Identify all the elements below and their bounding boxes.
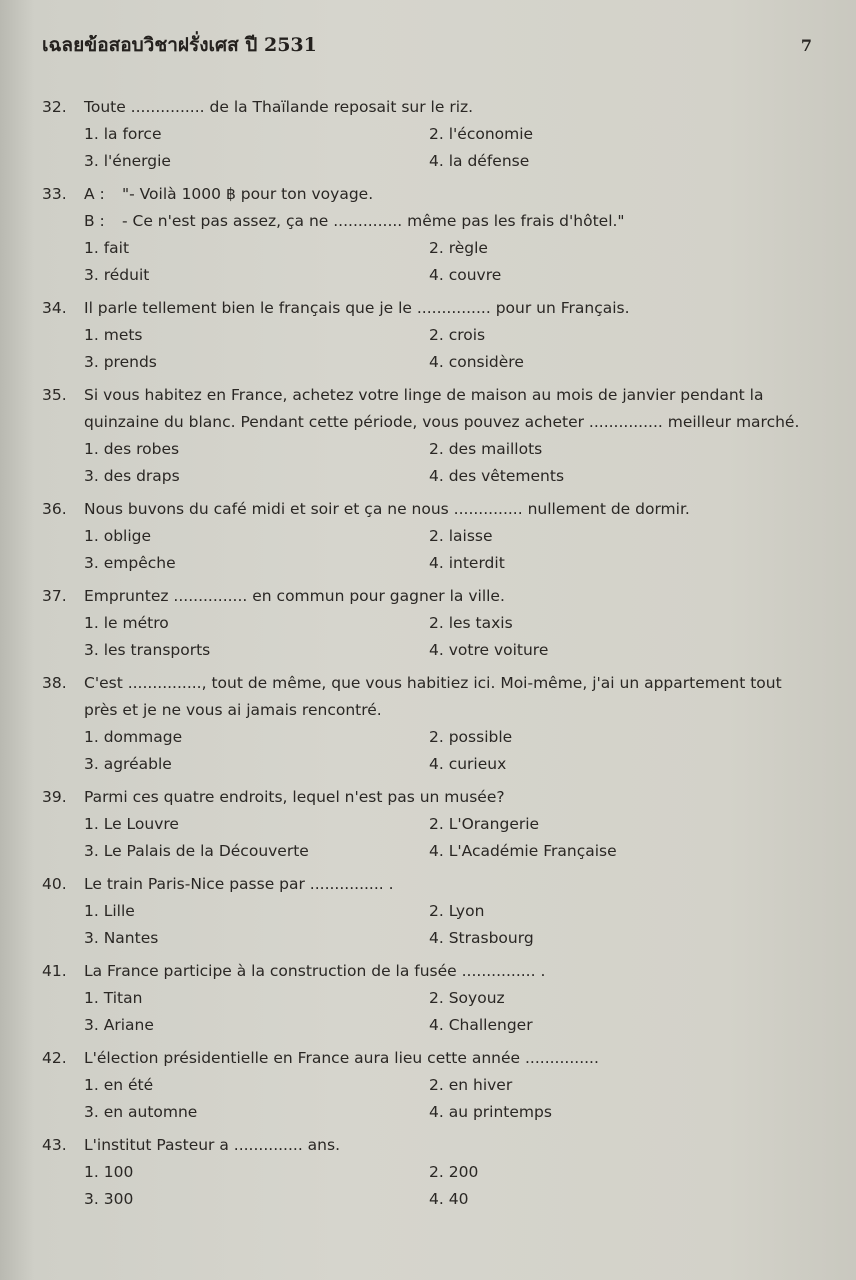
question-line [42, 958, 816, 985]
question-line [42, 208, 816, 235]
answer-option: 2. laisse [429, 527, 493, 545]
question-list [42, 94, 816, 1213]
question-text: Empruntez ............... en commun pour gagner la ville. [84, 587, 505, 605]
question-number: 41. [42, 962, 67, 980]
question-32 [42, 94, 816, 175]
answer-option: 1. en été [84, 1076, 154, 1094]
question-text: Parmi ces quatre endroits, lequel n'est pas un musée? [84, 788, 505, 806]
question-text: Nous buvons du café midi et soir et ça ne nous .............. nullement de dormir. [84, 500, 690, 518]
answer-option: 4. interdit [429, 554, 505, 572]
question-text: L'institut Pasteur a .............. ans. [84, 1136, 341, 1154]
answer-option: 4. Challenger [429, 1016, 533, 1034]
answer-option: 1. mets [84, 326, 143, 344]
question-line [42, 382, 816, 436]
answer-options [42, 1072, 816, 1126]
question-number: 32. [42, 98, 67, 116]
answer-option: 1. des robes [84, 440, 180, 458]
answer-option: 3. en automne [84, 1103, 198, 1121]
question-line [42, 784, 816, 811]
question-line [42, 181, 816, 208]
question-text: C'est ..............., tout de même, que vous habitiez ici. Moi-même, j'ai un appartement tout près et je ne vous ai jamais rencontré. [84, 674, 782, 719]
question-line [42, 1045, 816, 1072]
question-number: 35. [42, 386, 67, 404]
question-line [42, 496, 816, 523]
question-line [42, 871, 816, 898]
question-line [42, 94, 816, 121]
answer-options [42, 523, 816, 577]
answer-options [42, 610, 816, 664]
question-text: Toute ............... de la Thaïlande reposait sur le riz. [84, 98, 474, 116]
answer-option: 2. possible [429, 728, 513, 746]
answer-option: 4. au printemps [429, 1103, 552, 1121]
answer-option: 4. des vêtements [429, 467, 565, 485]
answer-option: 1. Lille [84, 902, 135, 920]
question-37 [42, 583, 816, 664]
question-35 [42, 382, 816, 490]
answer-option: 3. les transports [84, 641, 211, 659]
answer-options [42, 811, 816, 865]
question-number: 37. [42, 587, 67, 605]
question-text: Le train Paris-Nice passe par ............... . [84, 875, 394, 893]
answer-options [42, 898, 816, 952]
answer-option: 1. fait [84, 239, 130, 257]
question-text: L'élection présidentielle en France aura lieu cette année ............... [84, 1049, 599, 1067]
answer-options [42, 724, 816, 778]
question-line [42, 1132, 816, 1159]
answer-options [42, 322, 816, 376]
question-36 [42, 496, 816, 577]
answer-options [42, 235, 816, 289]
answer-options [42, 985, 816, 1039]
answer-option: 4. votre voiture [429, 641, 549, 659]
page-title: เฉลยข้อสอบวิชาฝรั่งเศส ปี 2531 [42, 34, 317, 56]
answer-option: 1. 100 [84, 1163, 134, 1181]
question-text: La France participe à la construction de la fusée ............... . [84, 962, 546, 980]
answer-option: 3. empêche [84, 554, 176, 572]
dialogue-speaker: B : [84, 212, 105, 230]
answer-option: 4. 40 [429, 1190, 469, 1208]
question-number: 36. [42, 500, 67, 518]
question-number: 42. [42, 1049, 67, 1067]
answer-option: 1. dommage [84, 728, 183, 746]
answer-option: 4. curieux [429, 755, 507, 773]
answer-option: 3. réduit [84, 266, 150, 284]
question-text: Si vous habitez en France, achetez votre linge de maison au mois de janvier pendant la quinzaine du blanc. Pendant cette période, vous pouvez acheter ............... meilleur marché. [84, 386, 800, 431]
question-43 [42, 1132, 816, 1213]
answer-options [42, 436, 816, 490]
answer-option: 1. Le Louvre [84, 815, 179, 833]
answer-option: 2. règle [429, 239, 488, 257]
question-line [42, 583, 816, 610]
question-number: 40. [42, 875, 67, 893]
answer-option: 1. oblige [84, 527, 152, 545]
question-number: 39. [42, 788, 67, 806]
question-line [42, 670, 816, 724]
answer-option: 3. Le Palais de la Découverte [84, 842, 309, 860]
question-line [42, 295, 816, 322]
answer-option: 2. L'Orangerie [429, 815, 540, 833]
question-text: Il parle tellement bien le français que je le ............... pour un Français. [84, 299, 630, 317]
answer-option: 3. 300 [84, 1190, 134, 1208]
answer-option: 4. Strasbourg [429, 929, 534, 947]
answer-option: 3. Nantes [84, 929, 159, 947]
answer-option: 3. prends [84, 353, 157, 371]
question-39 [42, 784, 816, 865]
answer-option: 3. Ariane [84, 1016, 154, 1034]
question-number: 33. [42, 185, 67, 203]
answer-option: 1. la force [84, 125, 162, 143]
page-number: 7 [800, 36, 812, 55]
answer-option: 2. les taxis [429, 614, 513, 632]
answer-options [42, 1159, 816, 1213]
answer-option: 4. la défense [429, 152, 530, 170]
answer-option: 3. des draps [84, 467, 180, 485]
answer-option: 1. le métro [84, 614, 169, 632]
question-33 [42, 181, 816, 289]
answer-option: 2. en hiver [429, 1076, 513, 1094]
answer-option: 2. Soyouz [429, 989, 505, 1007]
answer-option: 4. considère [429, 353, 524, 371]
dialogue-speaker: A : [84, 185, 105, 203]
page-header [42, 30, 816, 86]
answer-option: 2. l'économie [429, 125, 534, 143]
answer-option: 2. des maillots [429, 440, 543, 458]
answer-option: 2. crois [429, 326, 486, 344]
answer-option: 4. L'Académie Française [429, 842, 617, 860]
question-40 [42, 871, 816, 952]
answer-option: 2. 200 [429, 1163, 479, 1181]
question-number: 34. [42, 299, 67, 317]
answer-option: 1. Titan [84, 989, 143, 1007]
question-number: 43. [42, 1136, 67, 1154]
answer-option: 2. Lyon [429, 902, 485, 920]
answer-option: 3. agréable [84, 755, 172, 773]
answer-option: 3. l'énergie [84, 152, 171, 170]
dialogue-text: - Ce n'est pas assez, ça ne .............. même pas les frais d'hôtel." [122, 212, 625, 230]
question-41 [42, 958, 816, 1039]
question-38 [42, 670, 816, 778]
answer-option: 4. couvre [429, 266, 502, 284]
question-number [42, 208, 84, 235]
question-42 [42, 1045, 816, 1126]
question-34 [42, 295, 816, 376]
dialogue-text: "- Voilà 1000 ฿ pour ton voyage. [122, 185, 374, 203]
question-number: 38. [42, 674, 67, 692]
answer-options [42, 121, 816, 175]
